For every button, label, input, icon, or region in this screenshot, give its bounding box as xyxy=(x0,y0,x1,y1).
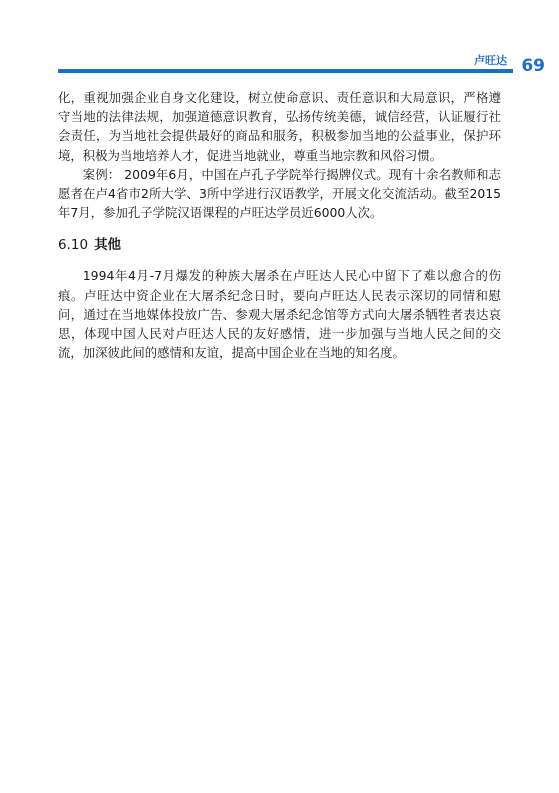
continued-paragraph: 化，重视加强企业自身文化建设，树立使命意识、责任意识和大局意识，严格遵守当地的法律法规，加强道德意识教育，弘扬传统美德，诚信经营，认证履行社会责任，为当地社会提供最好的商品和服务，积极参加当地的公益事业，保护环境，积极为当地培养人才，促进当地就业，尊重当地宗教和风俗习惯。 xyxy=(58,90,501,163)
running-title: 卢旺达 xyxy=(474,54,507,67)
section-number: 6.10 xyxy=(58,237,89,254)
case-paragraph: 案例： 2009年6月，中国在卢孔子学院举行揭牌仪式。现有十余名教师和志愿者在卢4省市2所大学、3所中学进行汉语教学，开展文化交流活动。截至2015年7月，参加孔子学院汉语课程的卢旺达学员近6000人次。 xyxy=(58,166,501,221)
header-rule xyxy=(58,69,513,73)
section-title: 其他 xyxy=(94,237,122,254)
page-header xyxy=(58,44,559,84)
page-content xyxy=(58,88,501,362)
section-heading xyxy=(58,235,501,255)
page-number: 69 xyxy=(521,56,545,76)
section-paragraph: 1994年4月-7月爆发的种族大屠杀在卢旺达人民心中留下了难以愈合的伤痕。卢旺达中资企业在大屠杀纪念日时，要向卢旺达人民表示深切的同情和慰问，通过在当地媒体投放广告、参观大屠杀纪念馆等方式向大屠杀牺牲者表达哀思，体现中国人民对卢旺达人民的友好感情，进一步加强与当地人民之间的交流，加深彼此间的感情和友谊，提高中国企业在当地的知名度。 xyxy=(58,268,501,361)
